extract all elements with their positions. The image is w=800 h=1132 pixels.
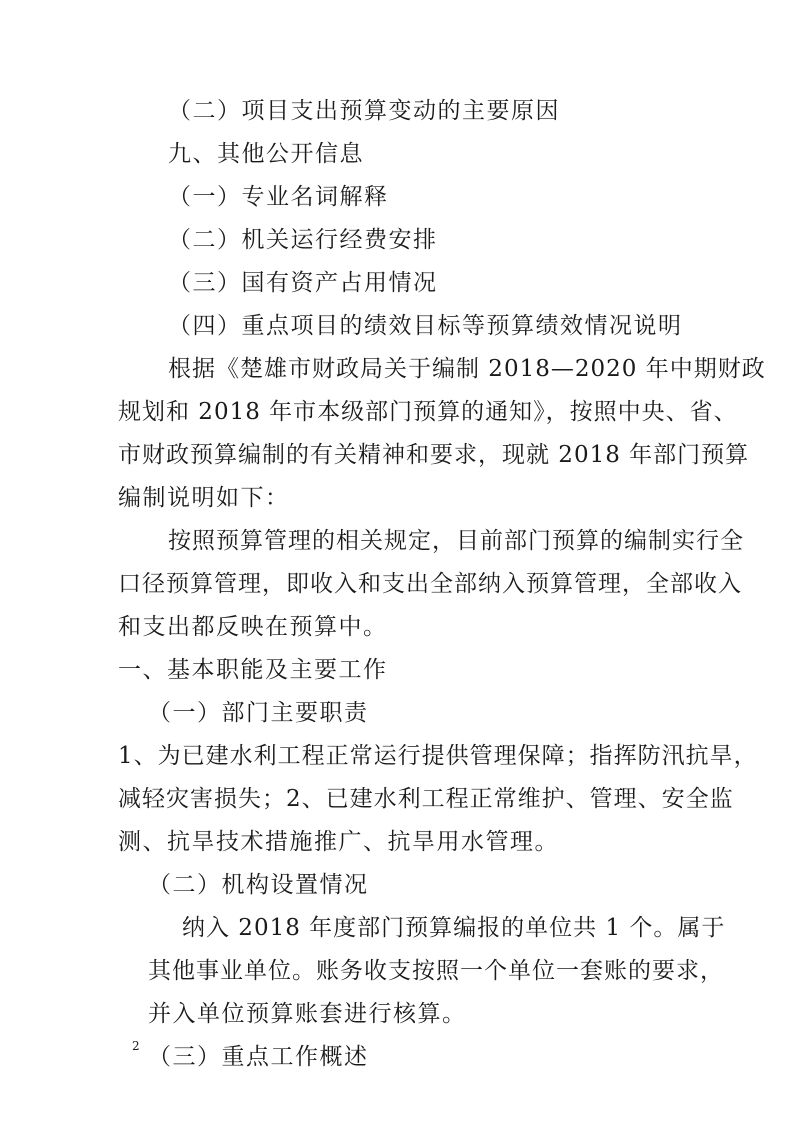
section-1-heading: 一、基本职能及主要工作 xyxy=(118,657,388,683)
section-1-sub-2-heading: （二）机构设置情况 xyxy=(148,872,369,898)
intro-paragraph-2-line-1: 按照预算管理的相关规定，目前部门预算的编制实行全 xyxy=(168,528,744,554)
intro-paragraph-1-line-1: 根据《楚雄市财政局关于编制 2018—2020 年中期财政 xyxy=(168,356,766,382)
page-number: 2 xyxy=(132,1039,140,1053)
toc-item-8-2: （二）项目支出预算变动的主要原因 xyxy=(168,98,560,124)
toc-item-9-3: （三）国有资产占用情况 xyxy=(168,270,438,296)
intro-paragraph-2-line-2: 口径预算管理，即收入和支出全部纳入预算管理，全部收入 xyxy=(118,571,742,597)
toc-item-9-1: （一）专业名词解释 xyxy=(168,184,389,210)
intro-paragraph-1-line-3: 市财政预算编制的有关精神和要求，现就 2018 年部门预算 xyxy=(118,442,750,468)
duties-line-1: 1、为已建水利工程正常运行提供管理保障；指挥防汛抗旱， xyxy=(118,743,758,769)
intro-paragraph-2-line-3: 和支出都反映在预算中。 xyxy=(118,614,388,640)
toc-item-9-2: （二）机关运行经费安排 xyxy=(168,227,438,253)
org-line-1: 纳入 2018 年度部门预算编报的单位共 1 个。属于 xyxy=(182,915,726,941)
duties-line-2: 减轻灾害损失；2、已建水利工程正常维护、管理、安全监 xyxy=(118,786,734,812)
section-1-sub-3-heading: （三）重点工作概述 xyxy=(148,1044,369,1070)
toc-item-9-4: （四）重点项目的绩效目标等预算绩效情况说明 xyxy=(168,313,683,339)
duties-line-3: 测、抗旱技术措施推广、抗旱用水管理。 xyxy=(118,829,559,855)
org-line-3: 并入单位预算账套进行核算。 xyxy=(148,1001,467,1027)
intro-paragraph-1-line-4: 编制说明如下： xyxy=(118,485,290,511)
intro-paragraph-1-line-2: 规划和 2018 年市本级部门预算的通知》，按照中央、省、 xyxy=(118,399,738,425)
section-1-sub-1-heading: （一）部门主要职责 xyxy=(148,700,369,726)
toc-heading-9: 九、其他公开信息 xyxy=(168,141,364,167)
org-line-2: 其他事业单位。账务收支按照一个单位一套账的要求， xyxy=(148,958,724,984)
